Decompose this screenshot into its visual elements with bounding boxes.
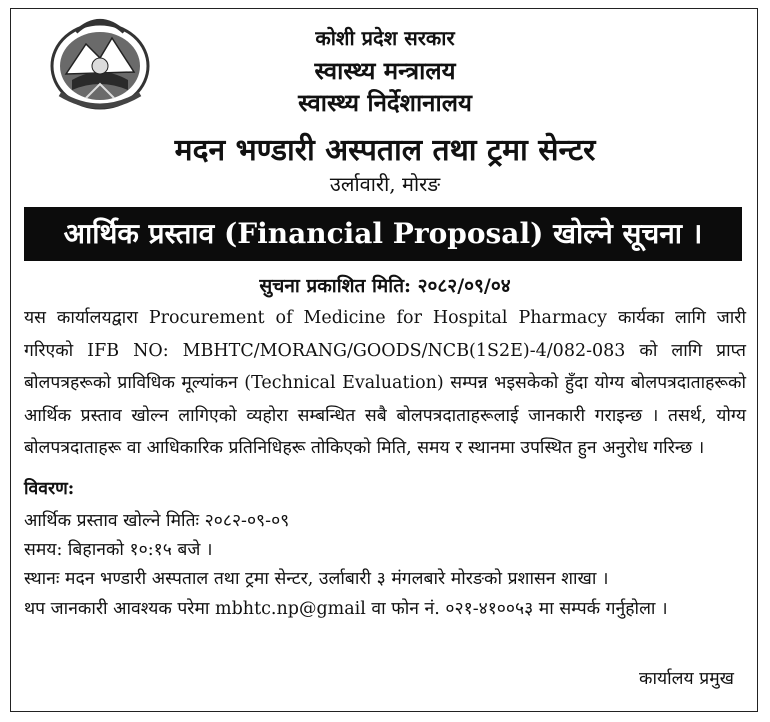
notice-paragraph: यस कार्यालयद्वारा Procurement of Medicine for Hospital Pharmacy कार्यका लागि जारी गरिएको IFB NO: MBHTC/MORANG/GOODS/NCB(1S2E)-4/082-083 को लागि प्राप्त बोलपत्रहरूको प्राविधिक मूल्यांकन (Technical Evaluation) सम्पन्न भइसकेको हुँदा योग्य बोलपत्रदाताहरूको आर्थिक प्रस्ताव खोल्न लागिएको व्यहोरा सम्बन्धित सबै बोलपत्रदाताहरूलाई जानकारी गराइन्छ । तसर्थ, योग्य बोलपत्रदाताहरू वा आधिकारिक प्रतिनिधिहरू तोकिएको मिति, समय र स्थानमा उपस्थित हुन अनुरोध गरिन्छ । xyxy=(24,308,746,458)
ministry-name: स्वास्थ्य मन्त्रालय xyxy=(314,56,456,85)
notice-title-banner: आर्थिक प्रस्ताव (Financial Proposal) खोल्ने सूचना । xyxy=(24,207,742,261)
hospital-location: उर्लावारी, मोरङ xyxy=(329,172,441,196)
opening-date: आर्थिक प्रस्ताव खोल्ने मितिः २०८२-०९-०९ xyxy=(24,511,290,531)
details-heading: विवरण: xyxy=(24,479,75,499)
notice-body xyxy=(24,302,746,465)
directorate-name: स्वास्थ्य निर्देशानालय xyxy=(298,88,472,117)
contact-info: थप जानकारी आवश्यक परेमा mbhtc.np@gmail वा फोन नं. ०२१-४१००५३ मा सम्पर्क गर्नुहोला । xyxy=(24,599,668,619)
government-name: कोशी प्रदेश सरकार xyxy=(315,26,455,50)
office-chief-signature: कार्यालय प्रमुख xyxy=(639,669,734,689)
opening-time: समय: बिहानको १०:१५ बजे । xyxy=(24,540,213,560)
hospital-name: मदन भण्डारी अस्पताल तथा ट्रमा सेन्टर xyxy=(174,133,596,168)
opening-place: स्थानः मदन भण्डारी अस्पताल तथा ट्रमा सेन्टर, उर्लाबारी ३ मंगलबारे मोरङको प्रशासन शाखा । xyxy=(24,569,609,589)
published-date: सुचना प्रकाशित मिति: २०८२/०९/०४ xyxy=(259,275,511,297)
